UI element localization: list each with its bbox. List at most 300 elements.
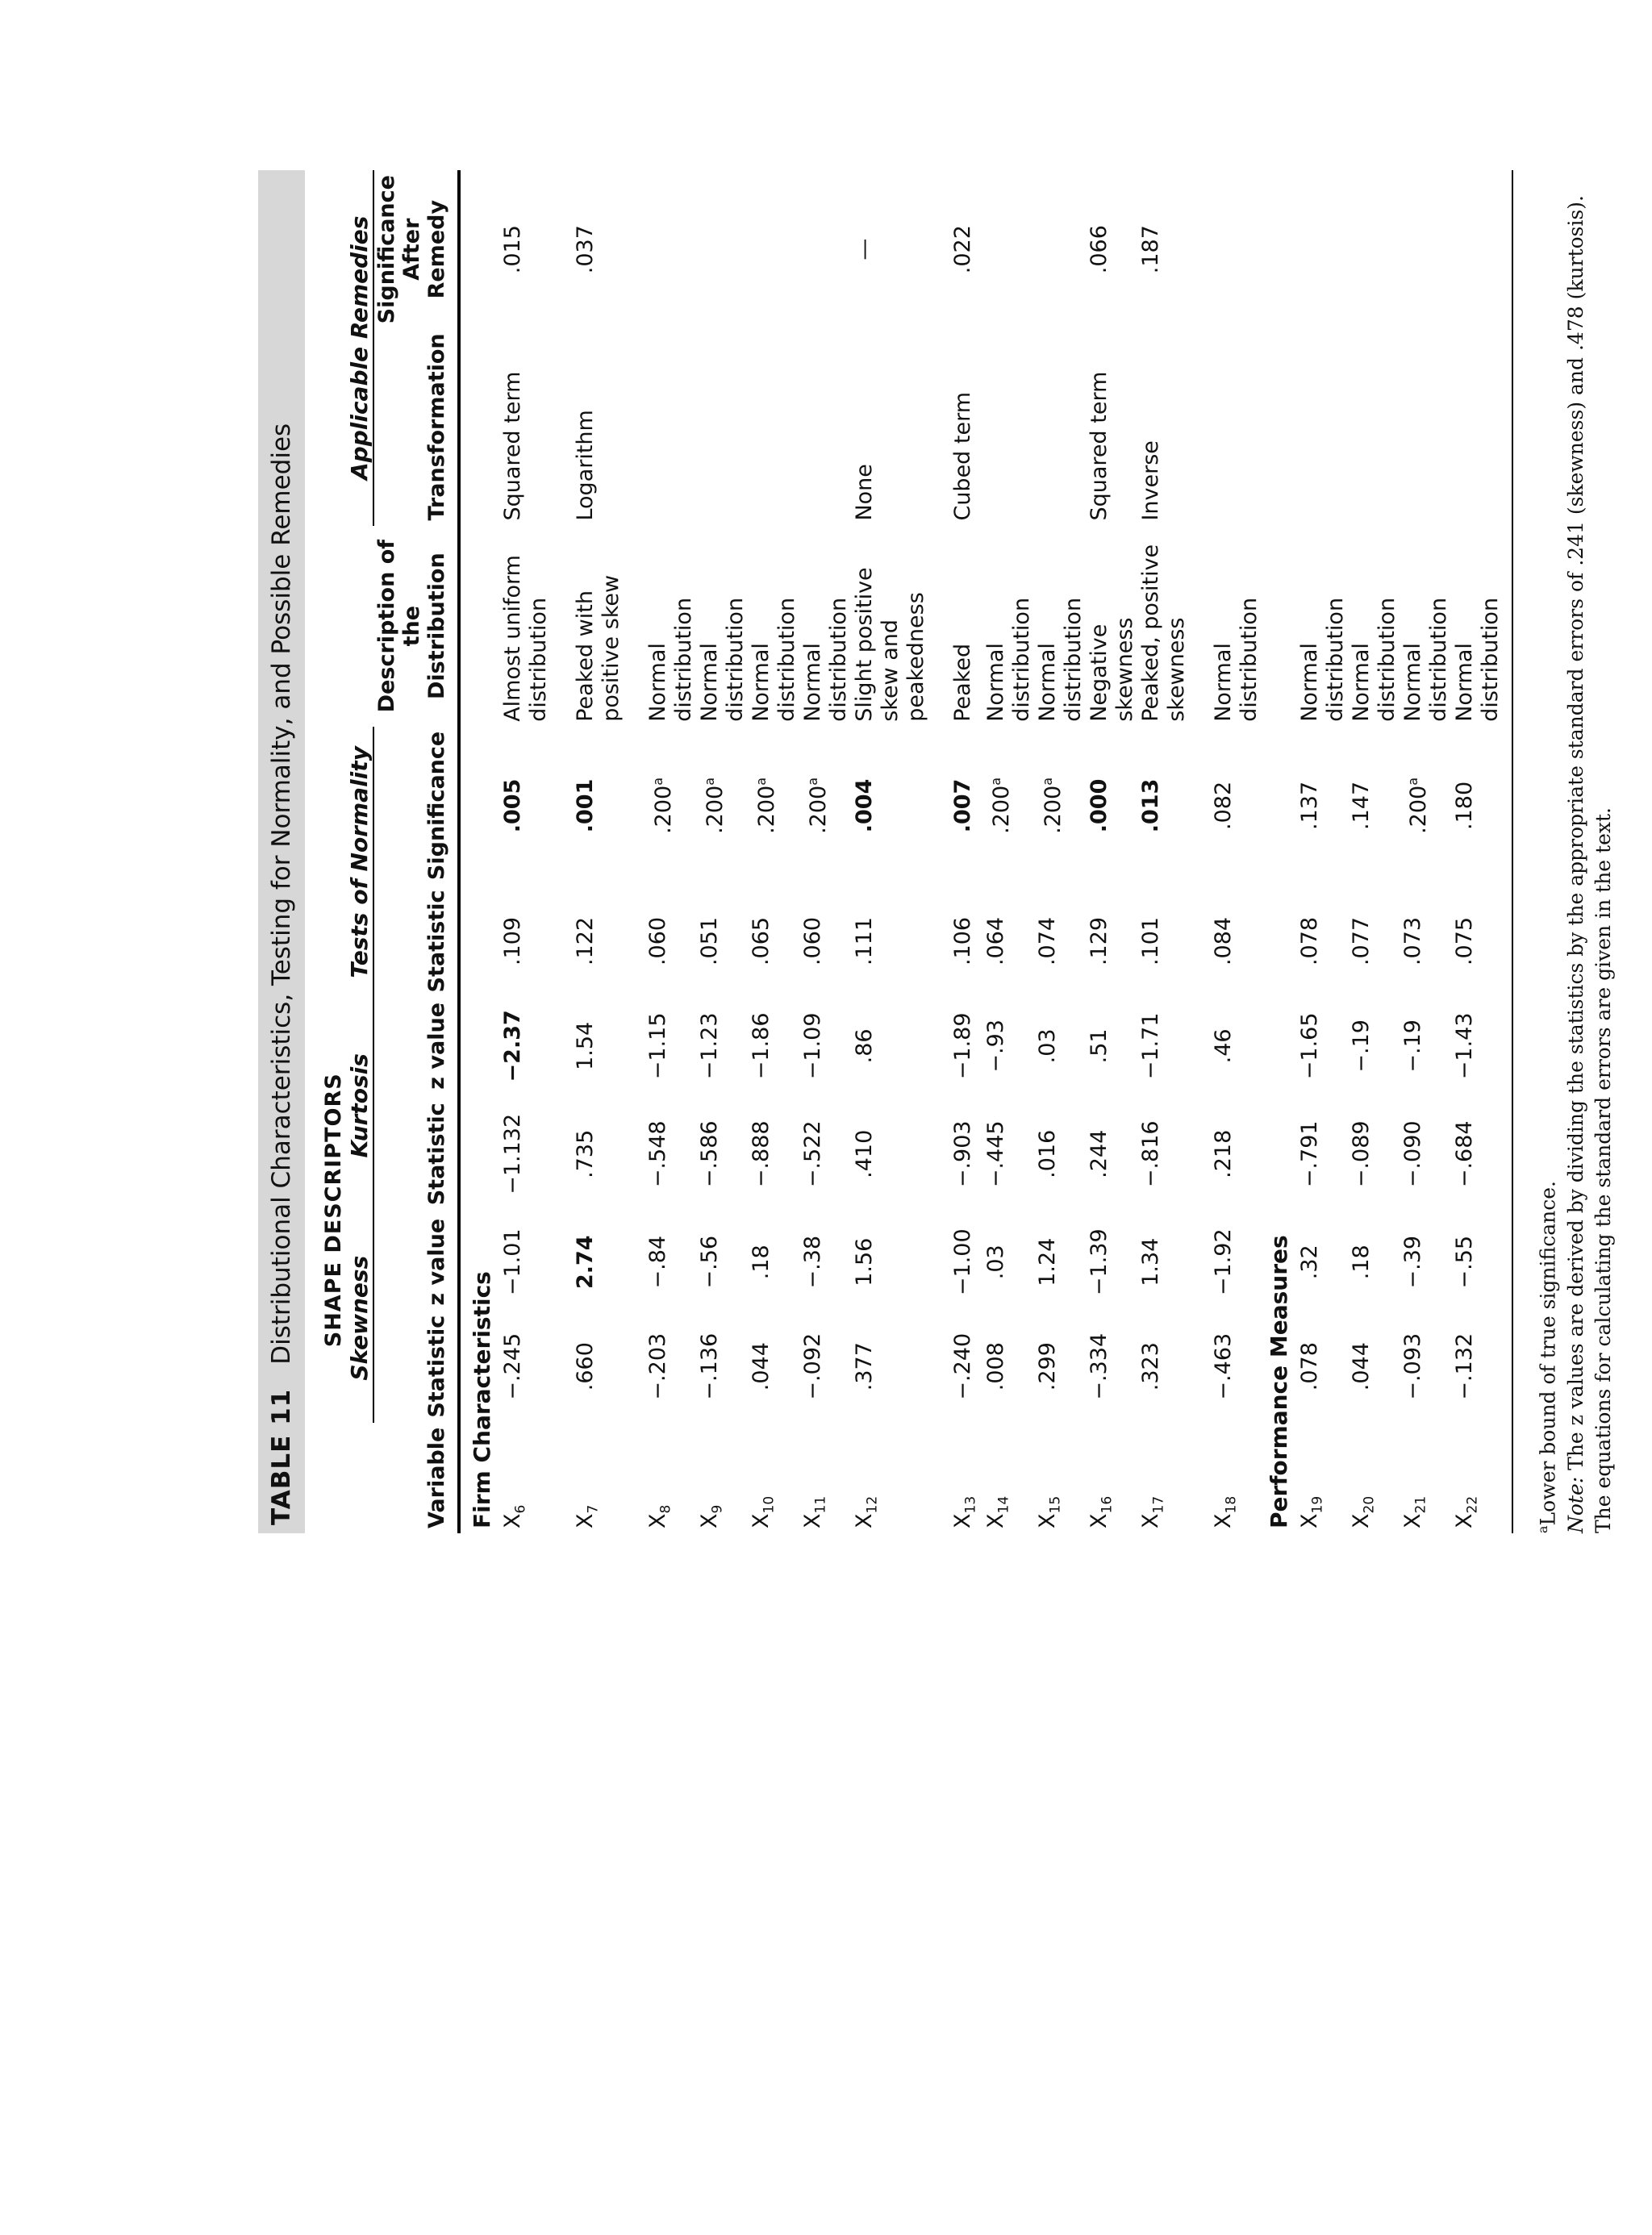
- variable-cell: [1087, 1423, 1138, 1533]
- test-significance-cell-value: .180: [1452, 781, 1478, 830]
- variable-symbol: X: [697, 1513, 722, 1528]
- table-row: [1087, 170, 1138, 1533]
- kurtosis-statistic-cell: [1349, 1095, 1400, 1214]
- skewness-z-cell-value: −.56: [697, 1235, 722, 1289]
- test-statistic-cell-value: .065: [749, 916, 774, 966]
- test-significance-cell: [1297, 727, 1349, 885]
- variable-cell: [1349, 1423, 1400, 1533]
- kurtosis-z-cell-value: −1.15: [645, 1012, 670, 1080]
- tests-heading: Tests of Normality: [346, 727, 373, 998]
- skewness-z-cell-value: −1.00: [950, 1228, 975, 1296]
- skewness-z-cell-value: .32: [1297, 1245, 1323, 1280]
- test-statistic-cell: [1087, 885, 1138, 998]
- kurtosis-z-cell-value: −1.23: [697, 1012, 722, 1080]
- transformation-cell: [1400, 328, 1452, 525]
- variable-symbol: X: [1087, 1513, 1112, 1528]
- variable-subscript: 8: [657, 1504, 674, 1514]
- test-significance-cell: [1452, 727, 1504, 885]
- lower-bound-marker: a: [988, 777, 1004, 786]
- test-significance-cell-value: .200: [703, 785, 728, 834]
- skewness-statistic-cell-value: .377: [852, 1342, 877, 1391]
- variable-cell: [1211, 1423, 1262, 1533]
- kurtosis-z-cell: [1297, 998, 1349, 1095]
- test-statistic-cell-value: .109: [500, 916, 525, 966]
- test-statistic-cell-value: .075: [1452, 916, 1478, 966]
- kurtosis-statistic-cell-value: −.548: [645, 1120, 670, 1188]
- transformation-cell: [800, 328, 852, 525]
- skewness-z-cell-value: −1.92: [1211, 1228, 1237, 1296]
- test-significance-cell: [749, 727, 800, 885]
- table-title-bar: [258, 170, 305, 1533]
- variable-symbol: X: [1211, 1513, 1237, 1528]
- section-label: Performance Measures: [1266, 1235, 1293, 1528]
- kurtosis-z-cell: [1138, 998, 1190, 1095]
- note-label: Note:: [1563, 1476, 1587, 1533]
- significance-after-cell: .015: [500, 225, 525, 274]
- significance-after-cell: [1400, 170, 1452, 328]
- skewness-statistic-cell: [1452, 1311, 1504, 1423]
- transformation-cell: [1297, 328, 1349, 525]
- kurtosis-statistic-cell-value: .016: [1035, 1129, 1061, 1178]
- kurtosis-z-cell: [645, 998, 697, 1095]
- kurtosis-z-cell-value: −1.86: [749, 1012, 774, 1080]
- skewness-statistic-cell-value: .660: [573, 1342, 598, 1391]
- skewness-statistic-cell: [749, 1311, 800, 1423]
- description-cell: Almost uniform distribution: [500, 555, 551, 722]
- skewness-statistic-cell: [983, 1311, 1035, 1423]
- skewness-z-cell: [950, 1214, 983, 1311]
- test-statistic-cell: [1297, 885, 1349, 998]
- variable-subscript: 21: [1412, 1495, 1429, 1514]
- skewness-statistic-cell: [1400, 1311, 1452, 1423]
- skewness-statistic-cell: [950, 1311, 983, 1423]
- section-row: [459, 170, 500, 1533]
- variable-symbol: X: [1349, 1513, 1375, 1528]
- variable-subscript: 11: [812, 1495, 829, 1514]
- skewness-z-cell-value: 1.24: [1035, 1237, 1061, 1286]
- kurtosis-z-cell: [697, 998, 749, 1095]
- test-significance-cell: [800, 727, 852, 885]
- skewness-z-cell: [1400, 1214, 1452, 1311]
- table-row: [852, 170, 929, 1533]
- test-significance-cell: [1211, 727, 1262, 885]
- kurtosis-statistic-cell: [800, 1095, 852, 1214]
- description-cell: Peaked: [950, 643, 975, 722]
- kurtosis-statistic-cell: [950, 1095, 983, 1214]
- skewness-z-cell-value: .18: [1349, 1245, 1375, 1280]
- kurtosis-statistic-cell: [983, 1095, 1035, 1214]
- bottom-rule: [1512, 170, 1518, 1533]
- skewness-z-cell-value: 2.74: [573, 1235, 598, 1290]
- kurtosis-statistic-cell-value: .218: [1211, 1129, 1237, 1178]
- test-significance-cell: [1087, 727, 1138, 885]
- skewness-statistic-cell-value: .008: [983, 1342, 1009, 1391]
- section-row: [1262, 170, 1297, 1533]
- test-statistic-cell-value: .064: [983, 916, 1009, 966]
- test-significance-cell: [1035, 727, 1087, 885]
- skewness-statistic-cell-value: .323: [1138, 1342, 1164, 1391]
- col-skew-statistic: Statistic: [424, 1315, 449, 1418]
- variable-subscript: 14: [995, 1495, 1012, 1514]
- kurtosis-z-cell-value: −2.37: [500, 1010, 525, 1082]
- variable-cell: [1452, 1423, 1504, 1533]
- test-statistic-cell: [1138, 885, 1190, 998]
- test-statistic-cell: [500, 885, 552, 998]
- description-cell: Normal distribution: [1400, 597, 1452, 722]
- variable-cell: [500, 1423, 552, 1533]
- test-significance-cell-value: .200: [651, 785, 676, 834]
- test-significance-cell-value: .200: [989, 785, 1015, 834]
- variable-subscript: 13: [962, 1495, 979, 1514]
- skewness-z-cell-value: .03: [983, 1245, 1009, 1280]
- variable-subscript: 22: [1464, 1495, 1481, 1514]
- transformation-cell: [983, 328, 1035, 525]
- skewness-z-cell: [1452, 1214, 1504, 1311]
- col-transformation: Transformation: [424, 333, 449, 521]
- test-significance-cell-value: .200: [1041, 785, 1066, 834]
- skewness-statistic-cell-value: −.245: [500, 1332, 525, 1400]
- skewness-statistic-cell: [1211, 1311, 1262, 1423]
- kurtosis-z-cell-value: −1.43: [1452, 1012, 1478, 1080]
- test-significance-cell-value: .001: [573, 778, 598, 833]
- description-cell: Peaked with positive skew: [573, 574, 624, 722]
- skewness-z-cell: [1297, 1214, 1349, 1311]
- skewness-z-cell-value: −1.39: [1087, 1228, 1112, 1296]
- skewness-z-cell-value: −1.01: [500, 1228, 525, 1296]
- test-significance-cell: [697, 727, 749, 885]
- variable-cell: [800, 1423, 852, 1533]
- kurtosis-z-cell-value: −1.09: [800, 1012, 825, 1080]
- transformation-cell: Squared term: [500, 371, 525, 521]
- variable-cell: [645, 1423, 697, 1533]
- test-significance-cell: [852, 727, 929, 885]
- kurtosis-statistic-cell-value: −.522: [800, 1120, 825, 1188]
- skewness-heading: Skewness: [346, 1214, 373, 1423]
- test-statistic-cell: [1211, 885, 1262, 998]
- description-cell: Normal distribution: [645, 597, 696, 722]
- kurtosis-statistic-cell-value: −.684: [1452, 1120, 1478, 1188]
- kurtosis-z-cell: [1211, 998, 1262, 1095]
- test-statistic-cell: [1400, 885, 1452, 998]
- table-row: [1035, 170, 1087, 1533]
- transformation-cell: [645, 328, 697, 525]
- significance-after-cell: [1035, 170, 1087, 328]
- test-statistic-cell-value: .111: [852, 916, 877, 966]
- kurtosis-statistic-cell: [852, 1095, 929, 1214]
- table-row: [749, 170, 800, 1533]
- kurtosis-z-cell: [983, 998, 1035, 1095]
- footnote: [1529, 170, 1562, 1533]
- kurtosis-heading: Kurtosis: [346, 998, 373, 1214]
- significance-after-cell: [697, 170, 749, 328]
- kurtosis-statistic-cell-value: −.903: [950, 1120, 975, 1188]
- skewness-z-cell: [800, 1214, 852, 1311]
- test-statistic-cell: [573, 885, 624, 998]
- col-test-significance: Significance: [424, 731, 449, 881]
- lower-bound-marker: a: [702, 777, 717, 786]
- skewness-z-cell: [573, 1214, 624, 1311]
- skewness-statistic-cell-value: −.240: [950, 1332, 975, 1400]
- variable-symbol: X: [1138, 1513, 1164, 1528]
- significance-after-cell: .066: [1087, 225, 1112, 274]
- test-statistic-cell-value: .060: [800, 916, 825, 966]
- variable-cell: [983, 1423, 1035, 1533]
- test-statistic-cell-value: .074: [1035, 916, 1061, 966]
- spacer-row: [552, 170, 573, 1533]
- significance-after-cell: [749, 170, 800, 328]
- variable-subscript: 15: [1047, 1495, 1064, 1514]
- kurtosis-statistic-cell: [573, 1095, 624, 1214]
- variable-subscript: 19: [1309, 1495, 1326, 1514]
- kurtosis-statistic-cell-value: −.089: [1349, 1120, 1375, 1188]
- lower-bound-marker: a: [1040, 777, 1056, 786]
- variable-cell: [1138, 1423, 1190, 1533]
- transformation-cell: None: [852, 464, 877, 521]
- kurtosis-z-cell-value: −.19: [1349, 1020, 1375, 1073]
- test-statistic-cell-value: .122: [573, 916, 598, 966]
- description-cell: Peaked, positive skewness: [1138, 544, 1190, 722]
- test-significance-cell-value: .082: [1211, 781, 1237, 830]
- kurtosis-statistic-cell-value: −.090: [1400, 1120, 1426, 1188]
- kurtosis-statistic-cell-value: .244: [1087, 1129, 1112, 1178]
- note-text: The z values are derived by dividing the statistics by the appropriate standard errors of .241 (skewness) and .478 (kurtosis). The equations for calculating the standard errors are given in the text.: [1563, 195, 1615, 1533]
- description-cell: Negative skewness: [1087, 617, 1138, 722]
- skewness-statistic-cell: [1297, 1311, 1349, 1423]
- description-cell: Slight positive skew and peakedness: [852, 567, 928, 722]
- variable-cell: [749, 1423, 800, 1533]
- kurtosis-statistic-cell: [1138, 1095, 1190, 1214]
- table-row: [950, 170, 983, 1533]
- test-statistic-cell-value: .073: [1400, 916, 1426, 966]
- test-statistic-cell: [697, 885, 749, 998]
- skewness-statistic-cell-value: −.334: [1087, 1332, 1112, 1400]
- skewness-statistic-cell: [1349, 1311, 1400, 1423]
- skewness-z-cell: [852, 1214, 929, 1311]
- significance-after-cell: .187: [1138, 225, 1164, 274]
- kurtosis-statistic-cell: [1452, 1095, 1504, 1214]
- test-significance-cell-value: .005: [500, 778, 525, 833]
- skewness-statistic-cell-value: .044: [749, 1342, 774, 1391]
- variable-cell: [852, 1423, 929, 1533]
- note: [1562, 170, 1617, 1533]
- skewness-statistic-cell: [697, 1311, 749, 1423]
- variable-cell: [573, 1423, 624, 1533]
- skewness-statistic-cell-value: −.136: [697, 1332, 722, 1400]
- kurtosis-z-cell: [1087, 998, 1138, 1095]
- kurtosis-z-cell: [1400, 998, 1452, 1095]
- table-row: [573, 170, 624, 1533]
- skewness-z-cell: [1035, 1214, 1087, 1311]
- transformation-cell: [749, 328, 800, 525]
- kurtosis-z-cell: [950, 998, 983, 1095]
- kurtosis-z-cell-value: −1.89: [950, 1012, 975, 1080]
- kurtosis-statistic-cell-value: −.888: [749, 1120, 774, 1188]
- footnote-marker: a: [1535, 1525, 1551, 1533]
- variable-subscript: 6: [512, 1504, 529, 1514]
- skewness-z-cell-value: 1.56: [852, 1237, 877, 1286]
- skewness-z-cell: [697, 1214, 749, 1311]
- table-row: [697, 170, 749, 1533]
- variable-subscript: 20: [1361, 1495, 1378, 1514]
- skewness-z-cell-value: −.55: [1452, 1235, 1478, 1289]
- test-significance-cell-value: .200: [806, 785, 831, 834]
- variable-symbol: X: [573, 1513, 598, 1528]
- significance-after-cell: [1297, 170, 1349, 328]
- transformation-cell: [697, 328, 749, 525]
- transformation-cell: Inverse: [1138, 440, 1164, 521]
- table-row: [1452, 170, 1504, 1533]
- skewness-z-cell-value: .18: [749, 1245, 774, 1280]
- transformation-cell: [1349, 328, 1400, 525]
- kurtosis-statistic-cell: [749, 1095, 800, 1214]
- kurtosis-statistic-cell: [1087, 1095, 1138, 1214]
- variable-symbol: X: [749, 1513, 774, 1528]
- description-cell: Normal distribution: [800, 597, 851, 722]
- description-cell: Normal distribution: [749, 597, 799, 722]
- variable-cell: [1400, 1423, 1452, 1533]
- skewness-z-cell-value: 1.34: [1138, 1237, 1164, 1286]
- kurtosis-z-cell: [573, 998, 624, 1095]
- col-kurt-statistic: Statistic: [424, 1103, 449, 1206]
- skewness-statistic-cell-value: −.463: [1211, 1332, 1237, 1400]
- test-statistic-cell: [1452, 885, 1504, 998]
- variable-cell: [1297, 1423, 1349, 1533]
- test-significance-cell-value: .004: [852, 778, 877, 833]
- variable-subscript: 10: [761, 1495, 778, 1514]
- test-significance-cell: [573, 727, 624, 885]
- kurtosis-statistic-cell-value: .410: [852, 1129, 877, 1178]
- description-cell: Normal distribution: [1452, 597, 1504, 722]
- skewness-z-cell-value: −.84: [645, 1235, 670, 1289]
- table-title: Distributional Characteristics, Testing for Normality, and Possible Remedies: [267, 423, 296, 1365]
- kurtosis-z-cell-value: −1.65: [1297, 1012, 1323, 1080]
- variable-subscript: 9: [709, 1504, 726, 1514]
- lower-bound-marker: a: [805, 777, 820, 786]
- table-row: [800, 170, 852, 1533]
- variable-cell: [950, 1423, 983, 1533]
- kurtosis-z-cell-value: 1.54: [573, 1021, 598, 1070]
- variable-cell: [697, 1423, 749, 1533]
- significance-after-cell: .037: [573, 225, 598, 274]
- variable-cell: [1035, 1423, 1087, 1533]
- kurtosis-statistic-cell: [1297, 1095, 1349, 1214]
- skewness-z-cell: [1138, 1214, 1190, 1311]
- test-significance-cell: [983, 727, 1035, 885]
- lower-bound-marker: a: [650, 777, 665, 786]
- table-block: [258, 170, 1617, 1533]
- variable-symbol: X: [1452, 1513, 1478, 1528]
- variable-symbol: X: [500, 1513, 525, 1528]
- test-statistic-cell-value: .051: [697, 916, 722, 966]
- table-row: [645, 170, 697, 1533]
- transformation-cell: Logarithm: [573, 410, 598, 521]
- lower-bound-marker: a: [753, 777, 769, 786]
- variable-symbol: X: [852, 1513, 877, 1528]
- kurtosis-z-cell-value: .03: [1035, 1028, 1061, 1064]
- significance-after-cell: [983, 170, 1035, 328]
- table-row: [1400, 170, 1452, 1533]
- test-statistic-cell: [800, 885, 852, 998]
- skewness-z-cell-value: −.38: [800, 1235, 825, 1289]
- table-row: [500, 170, 552, 1533]
- significance-after-cell: [1452, 170, 1504, 328]
- skewness-statistic-cell-value: .299: [1035, 1342, 1061, 1391]
- variable-symbol: X: [1297, 1513, 1323, 1528]
- kurtosis-statistic-cell: [1035, 1095, 1087, 1214]
- section-label: Firm Characteristics: [459, 170, 500, 1533]
- transformation-cell: [1452, 328, 1504, 525]
- test-significance-cell: [1349, 727, 1400, 885]
- table-row: [1297, 170, 1349, 1533]
- skewness-z-cell: [645, 1214, 697, 1311]
- variable-subscript: 16: [1099, 1495, 1116, 1514]
- test-statistic-cell: [1349, 885, 1400, 998]
- kurtosis-z-cell-value: −1.71: [1138, 1012, 1164, 1080]
- description-cell: Normal distribution: [1035, 597, 1087, 722]
- variable-subscript: 17: [1150, 1495, 1167, 1514]
- test-significance-cell-value: .137: [1297, 781, 1323, 830]
- variable-symbol: X: [983, 1513, 1009, 1528]
- remedies-heading: Applicable Remedies: [346, 170, 373, 526]
- variable-symbol: X: [800, 1513, 825, 1528]
- description-cell: Normal distribution: [1297, 597, 1349, 722]
- kurtosis-z-cell: [852, 998, 929, 1095]
- transformation-cell: Cubed term: [950, 391, 975, 521]
- table-label: TABLE 11: [267, 1388, 296, 1525]
- spacer-row: [624, 170, 645, 1533]
- skewness-statistic-cell: [1035, 1311, 1087, 1423]
- col-kurt-z: z value: [424, 1002, 449, 1090]
- skewness-statistic-cell-value: −.093: [1400, 1332, 1426, 1400]
- skewness-statistic-cell-value: .078: [1297, 1342, 1323, 1391]
- skewness-z-cell: [749, 1214, 800, 1311]
- kurtosis-z-cell-value: .86: [852, 1028, 877, 1064]
- description-cell: Normal distribution: [697, 597, 748, 722]
- kurtosis-statistic-cell: [645, 1095, 697, 1214]
- significance-after-cell: [1211, 170, 1262, 328]
- shape-descriptors-heading: SHAPE DESCRIPTORS: [321, 1073, 346, 1348]
- col-test-statistic: Statistic: [424, 890, 449, 993]
- test-statistic-cell: [749, 885, 800, 998]
- test-significance-cell: [1400, 727, 1452, 885]
- skewness-statistic-cell-value: −.132: [1452, 1332, 1478, 1400]
- kurtosis-z-cell-value: −.19: [1400, 1020, 1426, 1073]
- test-statistic-cell-value: .084: [1211, 916, 1237, 966]
- kurtosis-statistic-cell-value: −1.132: [500, 1113, 525, 1195]
- table-row: [1349, 170, 1400, 1533]
- test-significance-cell-value: .013: [1138, 778, 1164, 833]
- kurtosis-statistic-cell: [500, 1095, 552, 1214]
- test-statistic-cell-value: .106: [950, 916, 975, 966]
- variable-subscript: 7: [585, 1504, 602, 1514]
- test-significance-cell-value: .007: [950, 778, 975, 833]
- skewness-statistic-cell-value: −.092: [800, 1332, 825, 1400]
- kurtosis-statistic-cell: [1211, 1095, 1262, 1214]
- skewness-z-cell-value: −.39: [1400, 1235, 1426, 1289]
- skewness-statistic-cell: [800, 1311, 852, 1423]
- variable-symbol: X: [645, 1513, 670, 1528]
- skewness-statistic-cell: [645, 1311, 697, 1423]
- kurtosis-statistic-cell-value: −.816: [1138, 1120, 1164, 1188]
- kurtosis-z-cell: [800, 998, 852, 1095]
- skewness-statistic-cell-value: −.203: [645, 1332, 670, 1400]
- kurtosis-statistic-cell-value: −.791: [1297, 1120, 1323, 1188]
- skewness-statistic-cell: [1138, 1311, 1190, 1423]
- test-statistic-cell-value: .060: [645, 916, 670, 966]
- skewness-statistic-cell: [1087, 1311, 1138, 1423]
- transformation-cell: Squared term: [1087, 371, 1112, 521]
- significance-after-cell: [800, 170, 852, 328]
